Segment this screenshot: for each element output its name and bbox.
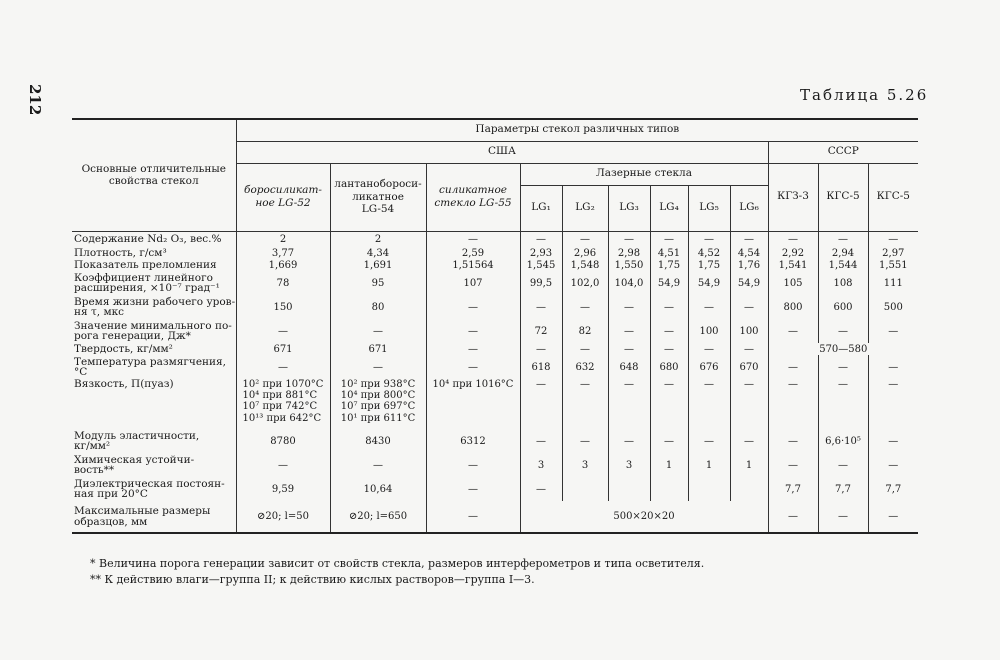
glass-header: КГЗ-3 [768, 163, 818, 231]
table-cell: 107 [426, 271, 520, 295]
table-cell: 10,64 [330, 477, 426, 501]
table-cell: — [520, 231, 562, 247]
table-cell: 632 [562, 355, 608, 379]
footnote: ** К действию влаги—группа II; к действию кислых растворов—группа I—3. [90, 572, 535, 586]
row-label: Плотность, г/см³ [74, 246, 167, 259]
glass-header: LG₁ [520, 185, 562, 231]
table-cell: 1 [688, 453, 730, 477]
glass-header: LG₃ [608, 185, 650, 231]
table-cell: — [608, 429, 650, 453]
table-cell: — [236, 319, 330, 343]
glass-header: LG₂ [562, 185, 608, 231]
glass-header: LG₆ [730, 185, 768, 231]
table-cell: 671 [330, 343, 426, 355]
table-cell: — [688, 343, 730, 355]
glass-parameters-table [72, 118, 918, 534]
table-cell: 108 [818, 271, 868, 295]
table-cell: — [236, 355, 330, 379]
ussr-header: СССР [768, 141, 918, 163]
table-cell: 2 [330, 231, 426, 247]
table-cell: 3 [520, 453, 562, 477]
table-cell: 2,96 [562, 247, 608, 259]
sample-size-laser-span: 500×20×20 [520, 501, 768, 533]
row-label: Максимальные размеры образцов, мм [72, 501, 236, 533]
table-cell: 1,76 [730, 259, 768, 271]
table-cell: — [426, 295, 520, 319]
table-cell [730, 477, 768, 501]
table-cell: — [330, 453, 426, 477]
table-cell [608, 477, 650, 501]
table-cell: 6312 [426, 429, 520, 453]
table-cell: 100 [730, 319, 768, 343]
table-cell: — [868, 319, 918, 343]
table-cell: 8430 [330, 429, 426, 453]
table-cell: — [818, 453, 868, 477]
table-cell: 100 [688, 319, 730, 343]
table-cell: — [608, 379, 650, 429]
table-cell: — [768, 379, 818, 429]
table-cell: 54,9 [650, 271, 688, 295]
table-cell: — [330, 319, 426, 343]
glass-header: силикатное стекло LG-55 [426, 163, 520, 231]
table-cell: — [520, 477, 562, 501]
table-cell: 80 [330, 295, 426, 319]
footnote: * Величина порога генерации зависит от свойств стекла, размеров интерферометров и типа осветителя. [90, 557, 705, 570]
table-cell: — [520, 429, 562, 453]
table-cell: 105 [768, 271, 818, 295]
table-cell: 500 [868, 295, 918, 319]
table-cell: — [650, 295, 688, 319]
table-cell: 150 [236, 295, 330, 319]
viscosity-values: 10² при 938°С 10⁴ при 800°С 10⁷ при 697°С 10¹ при 611°С [340, 379, 416, 424]
table-title: Таблица 5.26 [800, 86, 929, 104]
table-cell: 1,544 [818, 259, 868, 271]
table-cell: 2,94 [818, 247, 868, 259]
table-cell: — [768, 355, 818, 379]
row-label: Вязкость, П(пуаз) [74, 378, 174, 390]
table-cell: — [868, 355, 918, 379]
table-cell: — [730, 231, 768, 247]
table-cell: ⊘20; l=650 [330, 501, 426, 533]
table-cell [688, 477, 730, 501]
table-cell: 54,9 [688, 271, 730, 295]
glass-header: КГС-5 [818, 163, 868, 231]
table-cell: — [236, 453, 330, 477]
table-cell: 4,51 [650, 247, 688, 259]
table-cell: 3,77 [236, 247, 330, 259]
table-cell: 54,9 [730, 271, 768, 295]
table-cell: — [520, 343, 562, 355]
row-label: Твердость, кг/мм² [74, 342, 173, 355]
table-cell: — [730, 429, 768, 453]
usa-header: США [236, 141, 768, 163]
table-cell: — [426, 477, 520, 501]
table-cell: 1,551 [868, 259, 918, 271]
table-cell: 618 [520, 355, 562, 379]
table-cell: 4,54 [730, 247, 768, 259]
table-cell: 671 [236, 343, 330, 355]
table-cell: 1 [650, 453, 688, 477]
table-cell: — [868, 231, 918, 247]
table-cell: — [650, 319, 688, 343]
row-label: Содержание Nd₂ O₃, вес.% [74, 233, 222, 245]
glass-header: КГС-5 [868, 163, 918, 231]
table-cell: 4,34 [330, 247, 426, 259]
footnotes [90, 556, 704, 588]
table-cell: 9,59 [236, 477, 330, 501]
table-cell: 7,7 [768, 477, 818, 501]
table-cell: — [608, 231, 650, 247]
row-label: Показатель преломления [74, 258, 217, 271]
row-label: Модуль эластичности, кг/мм² [74, 429, 200, 452]
table-cell: 648 [608, 355, 650, 379]
table-cell: — [768, 231, 818, 247]
table-cell: 2,92 [768, 247, 818, 259]
table-cell [650, 477, 688, 501]
table-cell: 95 [330, 271, 426, 295]
table-cell: — [426, 319, 520, 343]
table-cell: — [330, 355, 426, 379]
table-cell: 104,0 [608, 271, 650, 295]
table-cell: — [868, 429, 918, 453]
table-cell: 1,691 [330, 259, 426, 271]
table-cell: 111 [868, 271, 918, 295]
table-cell: 2,59 [426, 247, 520, 259]
table-cell: — [426, 501, 520, 533]
table-cell: 3 [562, 453, 608, 477]
row-label: Коэффициент линейного расширения, ×10⁻⁷ град⁻¹ [74, 271, 220, 294]
table-cell: — [688, 231, 730, 247]
table-cell: 4,52 [688, 247, 730, 259]
table-cell: 72 [520, 319, 562, 343]
row-label: Температура размягчения, °С [74, 355, 226, 378]
table-cell: 2,98 [608, 247, 650, 259]
table-cell: — [688, 379, 730, 429]
table-cell: — [520, 295, 562, 319]
table-cell: — [768, 429, 818, 453]
table-cell: — [426, 355, 520, 379]
table-cell: — [768, 319, 818, 343]
table-cell: — [562, 429, 608, 453]
table-cell: 8780 [236, 429, 330, 453]
viscosity-values: 10² при 1070°С 10⁴ при 881°С 10⁷ при 742°С 10¹³ при 642°С [242, 379, 324, 424]
table-cell: — [818, 231, 868, 247]
table-cell: — [730, 379, 768, 429]
table-cell: — [818, 379, 868, 429]
table-cell: 670 [730, 355, 768, 379]
table-cell: 1 [730, 453, 768, 477]
row-label: Диэлектрическая постоян- ная при 20°С [74, 477, 225, 500]
laser-header: Лазерные стекла [520, 163, 768, 185]
table-cell: — [868, 453, 918, 477]
table-cell: — [688, 429, 730, 453]
table-cell: 7,7 [818, 477, 868, 501]
table-cell: 2,93 [520, 247, 562, 259]
row-label: Химическая устойчи- вость** [74, 453, 195, 476]
table-cell: 1,550 [608, 259, 650, 271]
table-cell: 1,51564 [426, 259, 520, 271]
table-cell: 6,6·10⁵ [818, 429, 868, 453]
table-cell: 82 [562, 319, 608, 343]
table-cell: — [650, 379, 688, 429]
glass-header: лантанобороси- ликатное LG-54 [330, 163, 426, 231]
hardness-ussr-span: 570—580 [768, 343, 918, 355]
table-cell: — [562, 343, 608, 355]
row-label-header: Основные отличительные свойства стекол [72, 119, 236, 231]
row-label: Значение минимального по- рога генерации, Дж* [74, 319, 232, 342]
table-cell: — [426, 453, 520, 477]
table-cell: — [608, 319, 650, 343]
table-cell [236, 379, 330, 429]
table-cell: 1,545 [520, 259, 562, 271]
table-cell: 680 [650, 355, 688, 379]
table-cell: — [608, 295, 650, 319]
table-cell: — [818, 355, 868, 379]
table-cell: — [818, 501, 868, 533]
glass-header: боросиликат- ное LG-52 [236, 163, 330, 231]
table-cell: — [426, 343, 520, 355]
table-cell: 2,97 [868, 247, 918, 259]
table-cell: 7,7 [868, 477, 918, 501]
table-cell: 99,5 [520, 271, 562, 295]
table-cell: — [650, 231, 688, 247]
table-cell: — [730, 343, 768, 355]
table-cell: — [650, 343, 688, 355]
table-cell: 1,75 [650, 259, 688, 271]
table-cell: 1,541 [768, 259, 818, 271]
row-label: Время жизни рабочего уров- ня τ, мкс [74, 295, 236, 318]
table-cell: 1,75 [688, 259, 730, 271]
page-number: 212 [26, 84, 44, 116]
table-cell: — [562, 379, 608, 429]
params-header: Параметры стекол различных типов [236, 119, 918, 141]
table-cell: 78 [236, 271, 330, 295]
table-cell: 2 [236, 231, 330, 247]
table-cell: 10⁴ при 1016°С [426, 379, 520, 429]
table-cell: — [868, 501, 918, 533]
table-cell: — [426, 231, 520, 247]
table-cell: 800 [768, 295, 818, 319]
table-cell: ⊘20; l=50 [236, 501, 330, 533]
table-cell: — [650, 429, 688, 453]
table-cell: 1,669 [236, 259, 330, 271]
table-cell: 3 [608, 453, 650, 477]
table-cell [562, 477, 608, 501]
table-cell: — [768, 453, 818, 477]
table-cell: — [562, 295, 608, 319]
table-cell: — [562, 231, 608, 247]
table-cell: — [520, 379, 562, 429]
glass-header: LG₄ [650, 185, 688, 231]
table-cell: — [730, 295, 768, 319]
table-cell [330, 379, 426, 429]
table-cell: 600 [818, 295, 868, 319]
glass-header: LG₅ [688, 185, 730, 231]
table-cell: 102,0 [562, 271, 608, 295]
table-cell: 1,548 [562, 259, 608, 271]
table-cell: — [818, 319, 868, 343]
table-cell: — [608, 343, 650, 355]
table-cell: — [768, 501, 818, 533]
table-cell: 676 [688, 355, 730, 379]
table-cell: — [688, 295, 730, 319]
table-cell: — [868, 379, 918, 429]
